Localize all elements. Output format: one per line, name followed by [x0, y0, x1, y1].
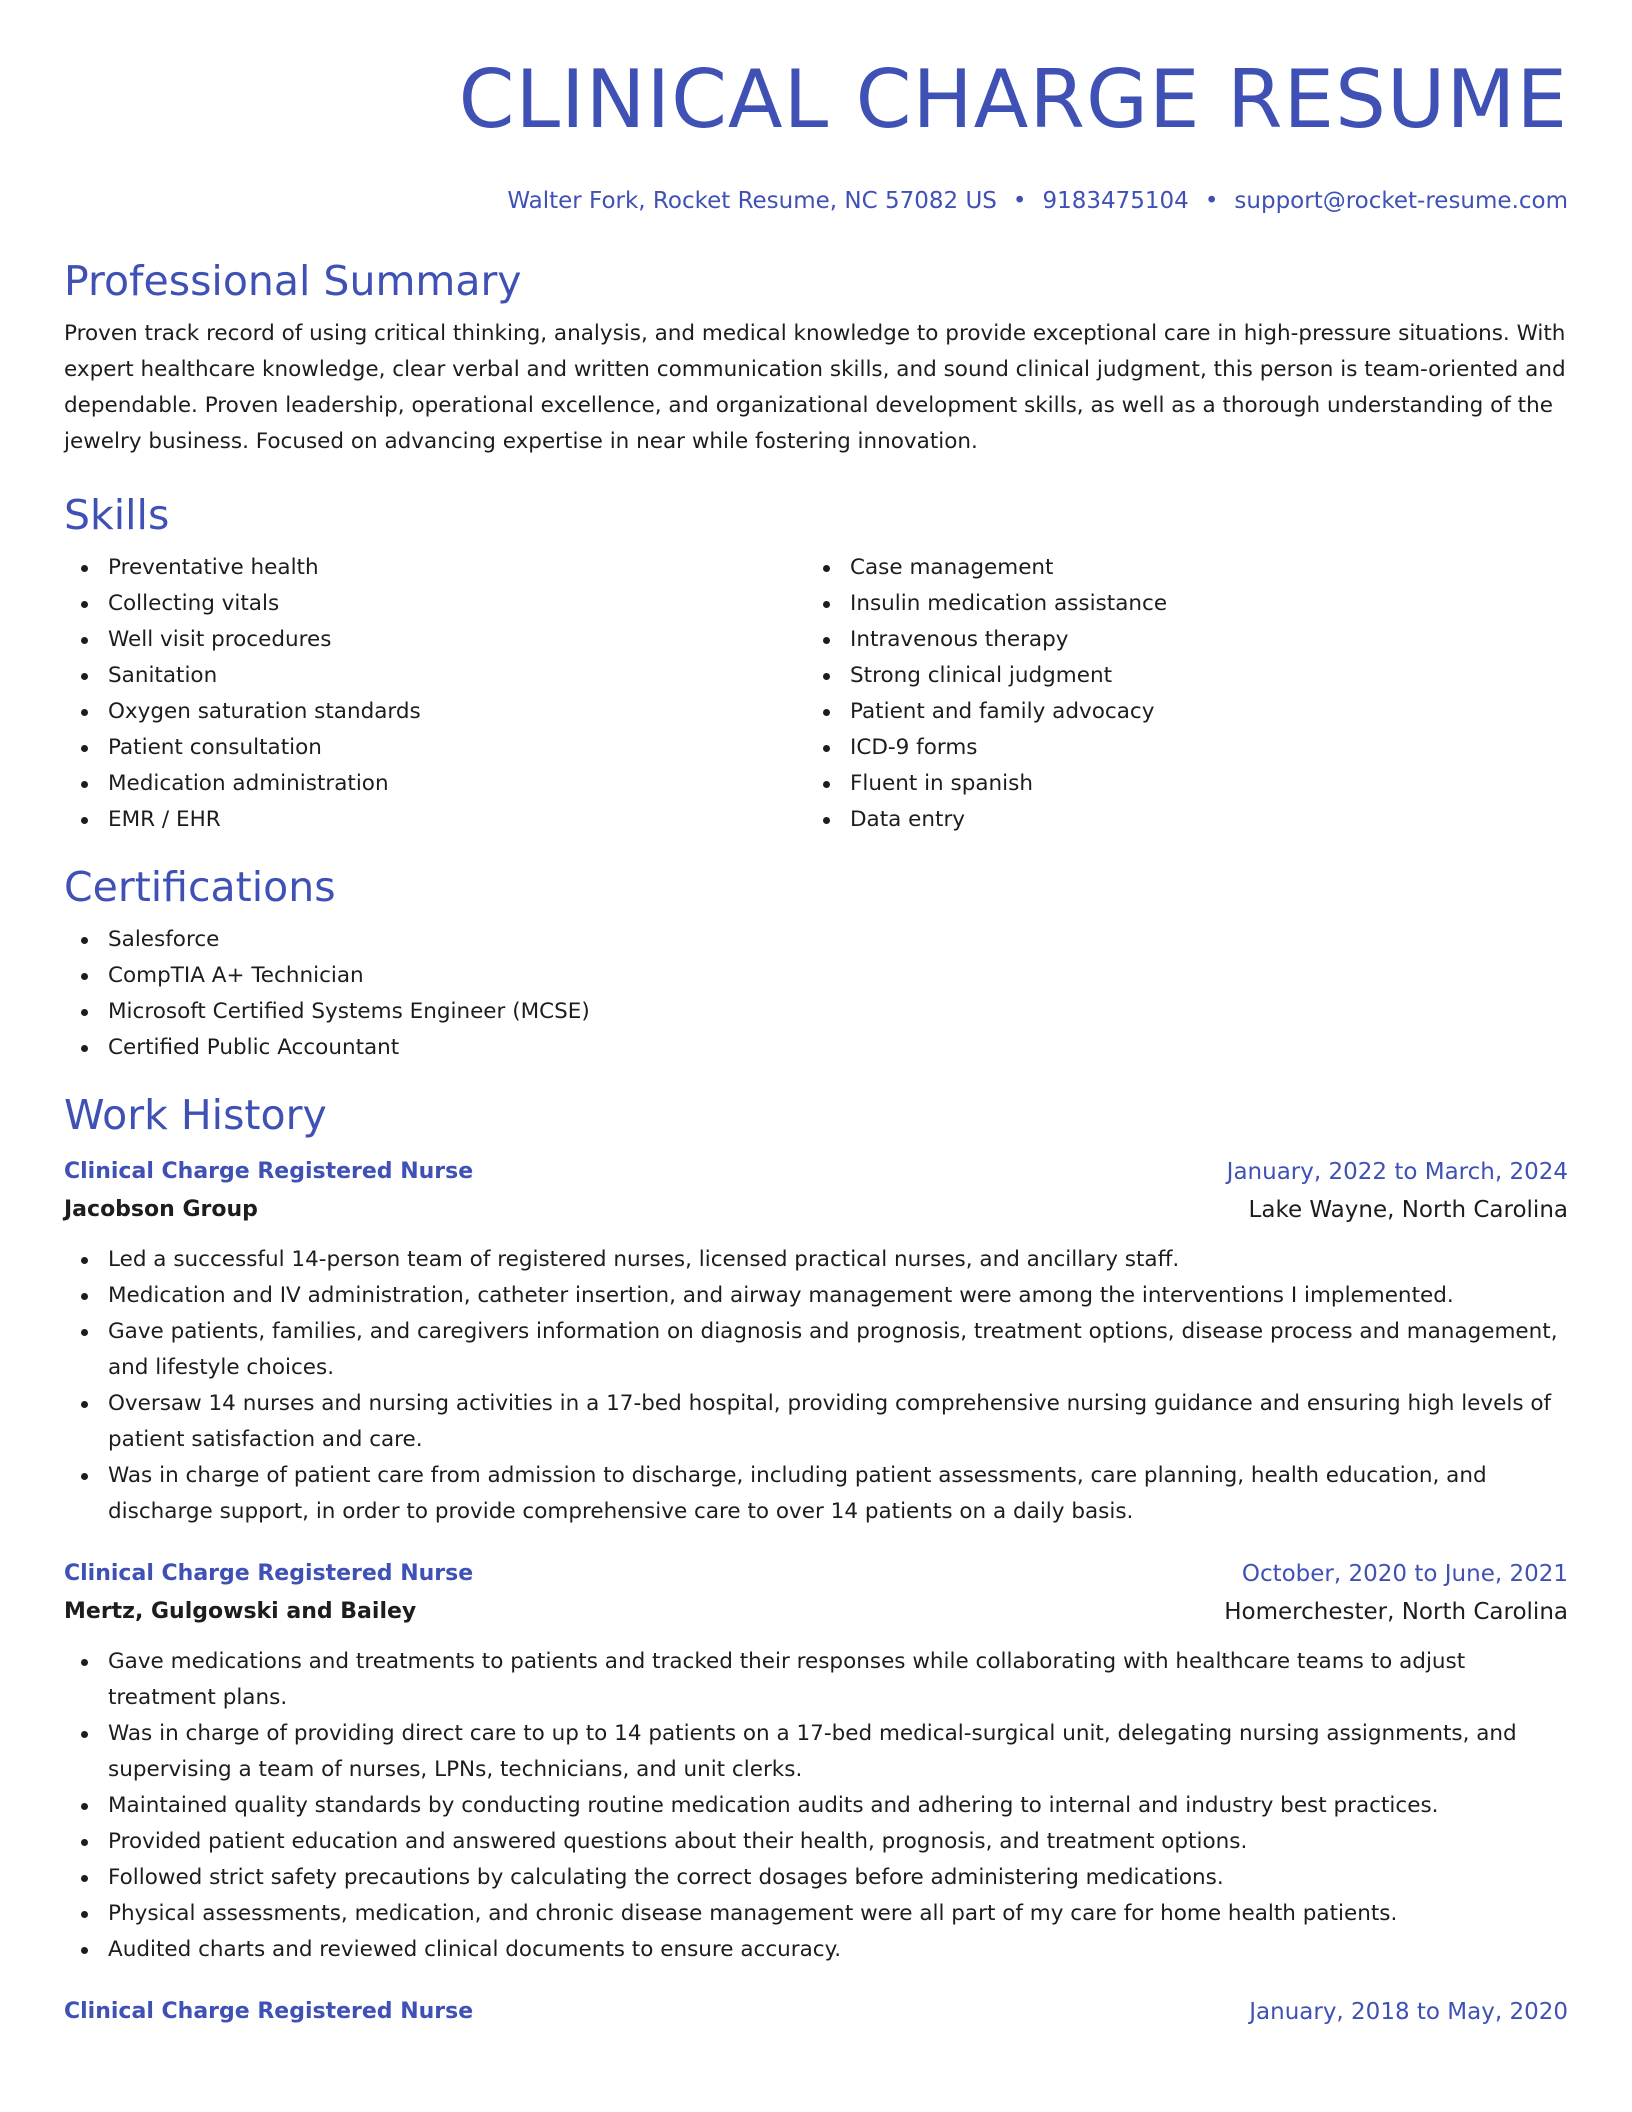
job-bullet: Physical assessments, medication, and chronic disease management were all part of my care for home health patients.: [64, 1896, 1568, 1932]
skill-item: EMR / EHR: [64, 802, 806, 838]
contact-email: support@rocket-resume.com: [1234, 188, 1568, 214]
skill-item: Insulin medication assistance: [806, 586, 1548, 622]
skill-item: Intravenous therapy: [806, 622, 1548, 658]
job-location: Lake Wayne, North Carolina: [1248, 1197, 1568, 1223]
job-bullet: Audited charts and reviewed clinical documents to ensure accuracy.: [64, 1932, 1568, 1968]
job-title: Clinical Charge Registered Nurse: [64, 1999, 474, 2024]
certifications-section: [64, 862, 1568, 1066]
summary-heading: Professional Summary: [64, 257, 522, 305]
job-bullets: [64, 1644, 1568, 1968]
job-dates: January, 2018 to May, 2020: [1249, 1999, 1568, 2025]
job-bullet: Gave medications and treatments to patients and tracked their responses while collaborating with healthcare teams to adjust treatment plans.: [64, 1644, 1568, 1716]
job-bullet: Led a successful 14-person team of registered nurses, licensed practical nurses, and ancillary staff.: [64, 1242, 1568, 1278]
resume-header: [64, 0, 1568, 216]
job-bullet: Oversaw 14 nurses and nursing activities in a 17-bed hospital, providing comprehensive nursing guidance and ensuring high levels of patient satisfaction and care.: [64, 1386, 1568, 1458]
skills-section: [64, 490, 1568, 838]
skill-item: Collecting vitals: [64, 586, 806, 622]
job-bullet: Followed strict safety precautions by calculating the correct dosages before administering medications.: [64, 1860, 1568, 1896]
certification-item: CompTIA A+ Technician: [64, 958, 1568, 994]
certification-item: Certified Public Accountant: [64, 1030, 1568, 1066]
contact-separator: •: [1012, 188, 1027, 214]
certifications-list: [64, 922, 1568, 1066]
job-bullet: Medication and IV administration, catheter insertion, and airway management were among the interventions I implemented.: [64, 1278, 1568, 1314]
contact-address: Walter Fork, Rocket Resume, NC 57082 US: [507, 188, 997, 214]
skill-item: Sanitation: [64, 658, 806, 694]
job-entry: [64, 1556, 1568, 1968]
job-bullet: Gave patients, families, and caregivers information on diagnosis and prognosis, treatment options, disease process and management, and lifestyle choices.: [64, 1314, 1568, 1386]
job-entry: [64, 1994, 1568, 2030]
summary-section: [64, 256, 1568, 460]
skill-item: Preventative health: [64, 550, 806, 586]
contact-separator: •: [1204, 188, 1219, 214]
certification-item: Microsoft Certified Systems Engineer (MCSE): [64, 994, 1568, 1030]
job-entry: [64, 1154, 1568, 1530]
work-history-section: [64, 1090, 1568, 2030]
skill-item: Patient and family advocacy: [806, 694, 1548, 730]
summary-text: Proven track record of using critical thinking, analysis, and medical knowledge to provide exceptional care in high-pressure situations. With expert healthcare knowledge, clear verbal and written communication skills, and sound clinical judgment, this person is team-oriented and dependable. Proven leadership, operational excellence, and organizational development skills, as well as a thorough understanding of the jewelry business. Focused on advancing expertise in near while fostering innovation.: [64, 321, 1566, 454]
skill-item: Fluent in spanish: [806, 766, 1548, 802]
certifications-heading: Certifications: [64, 863, 336, 911]
contact-line: [64, 186, 1568, 216]
job-location: Homerchester, North Carolina: [1224, 1599, 1568, 1625]
job-bullets: [64, 1242, 1568, 1530]
job-dates: January, 2022 to March, 2024: [1226, 1159, 1568, 1185]
skill-item: Well visit procedures: [64, 622, 806, 658]
certification-item: Salesforce: [64, 922, 1568, 958]
job-company: Mertz, Gulgowski and Bailey: [64, 1599, 417, 1624]
skill-item: Case management: [806, 550, 1548, 586]
job-bullet: Was in charge of patient care from admission to discharge, including patient assessments, care planning, health education, and discharge support, in order to provide comprehensive care to over 14 patients on a daily basis.: [64, 1458, 1568, 1530]
job-title: Clinical Charge Registered Nurse: [64, 1561, 474, 1586]
skills-list-right: [806, 550, 1548, 838]
skill-item: Strong clinical judgment: [806, 658, 1548, 694]
job-bullet: Was in charge of providing direct care to up to 14 patients on a 17-bed medical-surgical unit, delegating nursing assignments, and supervising a team of nurses, LPNs, technicians, and unit clerks.: [64, 1716, 1568, 1788]
job-bullet: Provided patient education and answered questions about their health, prognosis, and treatment options.: [64, 1824, 1568, 1860]
skill-item: Data entry: [806, 802, 1548, 838]
contact-phone: 9183475104: [1042, 188, 1189, 214]
skill-item: Patient consultation: [64, 730, 806, 766]
job-bullet: Maintained quality standards by conducting routine medication audits and adhering to internal and industry best practices.: [64, 1788, 1568, 1824]
skills-heading: Skills: [64, 491, 170, 539]
skill-item: ICD-9 forms: [806, 730, 1548, 766]
job-dates: October, 2020 to June, 2021: [1241, 1561, 1568, 1587]
skills-list-left: [64, 550, 806, 838]
resume-title: CLINICAL CHARGE RESUME: [458, 53, 1568, 146]
skill-item: Oxygen saturation standards: [64, 694, 806, 730]
skill-item: Medication administration: [64, 766, 806, 802]
job-title: Clinical Charge Registered Nurse: [64, 1159, 474, 1184]
job-company: Jacobson Group: [64, 1197, 258, 1222]
work-history-heading: Work History: [64, 1091, 327, 1139]
